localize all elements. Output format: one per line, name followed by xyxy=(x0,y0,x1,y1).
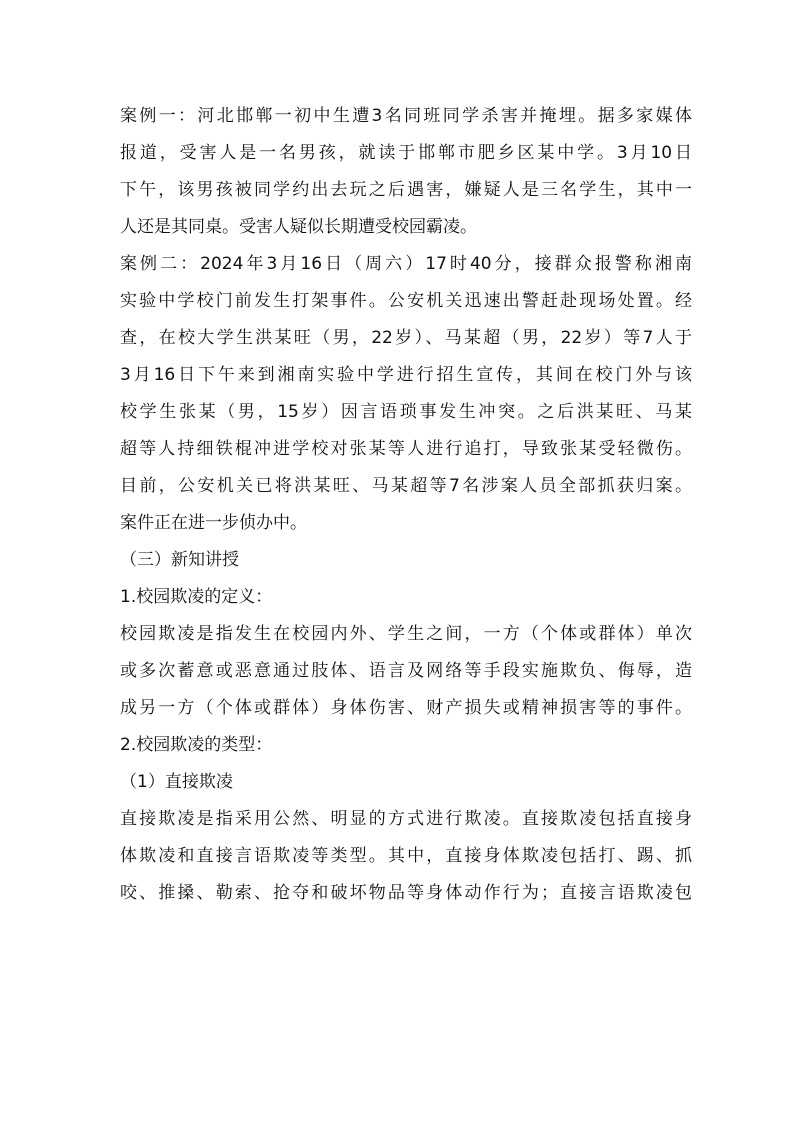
text-line: 校学生张某（男，15岁）因言语琐事发生冲突。之后洪某旺、马某 xyxy=(120,402,692,422)
text-line: 超等人持细铁棍冲进学校对张某等人进行追打，导致张某受轻微伤。 xyxy=(120,439,692,459)
text-line: 案例二：2024年3月16日（周六）17时40分，接群众报警称湘南 xyxy=(120,254,692,274)
text-line: 或多次蓄意或恶意通过肢体、语言及网络等手段实施欺负、侮辱，造 xyxy=(120,661,692,681)
text-line: 3月16日下午来到湘南实验中学进行招生宣传，其间在校门外与该 xyxy=(120,365,692,385)
text-line: （三）新知讲授 xyxy=(120,550,239,570)
text-line: 查，在校大学生洪某旺（男，22岁）、马某超（男，22岁）等7人于 xyxy=(120,328,692,348)
text-line: 实验中学校门前发生打架事件。公安机关迅速出警赶赴现场处置。经 xyxy=(120,291,692,311)
text-line: 体欺凌和直接言语欺凌等类型。其中，直接身体欺凌包括打、踢、抓 xyxy=(120,846,692,866)
text-line: （1）直接欺凌 xyxy=(120,772,233,792)
text-line: 直接欺凌是指采用公然、明显的方式进行欺凌。直接欺凌包括直接身 xyxy=(120,809,692,829)
text-line: 目前，公安机关已将洪某旺、马某超等7名涉案人员全部抓获归案。 xyxy=(120,476,692,496)
text-line: 2.校园欺凌的类型： xyxy=(120,735,273,755)
text-line: 咬、推搡、勒索、抢夺和破坏物品等身体动作行为；直接言语欺凌包 xyxy=(120,883,692,903)
text-line: 1.校园欺凌的定义： xyxy=(120,587,273,607)
text-line: 成另一方（个体或群体）身体伤害、财产损失或精神损害等的事件。 xyxy=(120,698,692,718)
document-body xyxy=(120,98,692,912)
text-line: 校园欺凌是指发生在校园内外、学生之间，一方（个体或群体）单次 xyxy=(120,624,692,644)
text-line: 下午，该男孩被同学约出去玩之后遇害，嫌疑人是三名学生，其中一 xyxy=(120,180,692,200)
text-line: 报道，受害人是一名男孩，就读于邯郸市肥乡区某中学。3月10日 xyxy=(120,143,692,163)
text-line: 案件正在进一步侦办中。 xyxy=(120,513,307,533)
text-line: 案例一：河北邯郸一初中生遭3名同班同学杀害并掩埋。据多家媒体 xyxy=(120,106,692,126)
text-line: 人还是其同桌。受害人疑似长期遭受校园霸凌。 xyxy=(120,217,477,237)
